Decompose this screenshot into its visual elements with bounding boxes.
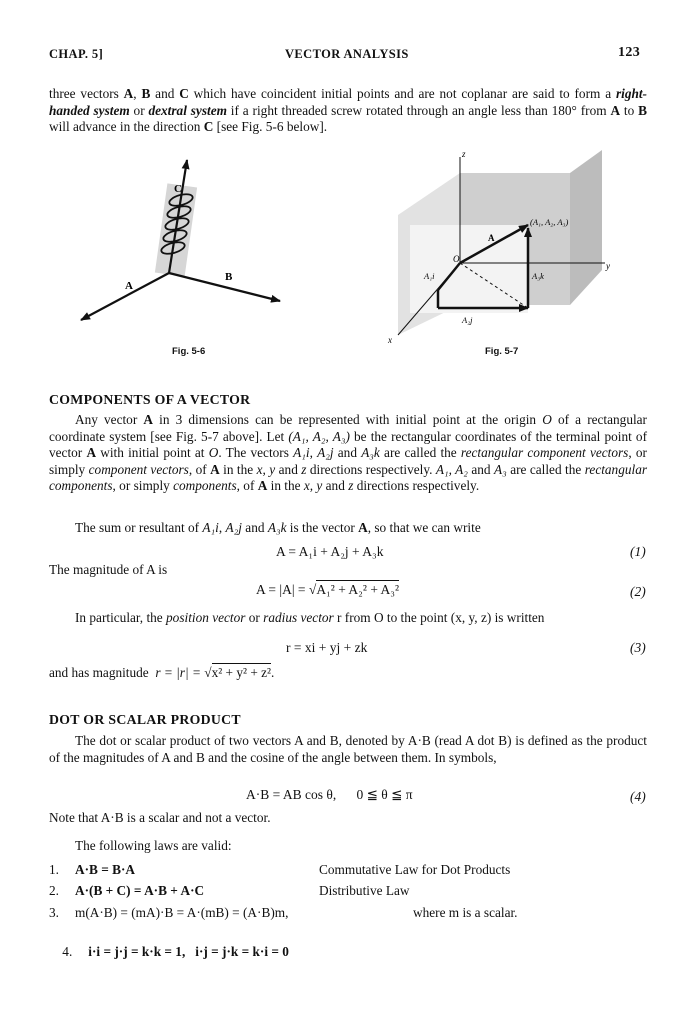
box-right-face [570, 150, 602, 305]
label-z: z [462, 149, 466, 159]
section-heading-components: COMPONENTS OF A VECTOR [49, 392, 251, 407]
section-heading-dot-product: DOT OR SCALAR PRODUCT [49, 712, 241, 727]
caption-fig-5-7: Fig. 5-7 [485, 346, 519, 357]
law-3: 3. m(A·B) = (mA)·B = A·(mB) = (A·B)m, [49, 905, 289, 920]
label-a3k: A₃k [532, 271, 544, 281]
magnitude-r-line: and has magnitude r = |r| = √x² + y² + z². [49, 665, 275, 680]
label-a: A [125, 280, 133, 292]
scalar-note: Note that A·B is a scalar and not a vector. [49, 810, 271, 825]
equation-3-number: (3) [630, 640, 646, 655]
running-title: VECTOR ANALYSIS [285, 47, 409, 61]
label-y: y [606, 261, 610, 271]
dot-product-paragraph: The dot or scalar product of two vectors A and B, denoted by A·B (read A dot B) is defined as the product of the magnitudes of A and B and the cosine of the angle between them. In symbols, [49, 733, 647, 765]
label-terminal-point: (A₁, A₂, A₃) [530, 217, 569, 227]
label-a1i: A₁i [424, 271, 435, 281]
figure-5-6 [75, 155, 295, 335]
equation-4: A·B = AB cos θ, 0 ≦ θ ≦ π [246, 787, 413, 802]
equation-2-number: (2) [630, 584, 646, 599]
law-2-description: Distributive Law [319, 883, 410, 898]
law-4: 4. i·i = j·j = k·k = 1, i·j = j·k = k·i = 0 [62, 943, 289, 959]
equation-4-number: (4) [630, 789, 646, 804]
equation-1-number: (1) [630, 544, 646, 559]
label-x: x [388, 335, 392, 345]
label-o: O [453, 254, 460, 264]
equation-2-radicand: A₁² + A₂² + A₃² [316, 582, 400, 597]
page-number: 123 [618, 45, 641, 60]
figure-5-7 [380, 145, 630, 345]
caption-fig-5-6: Fig. 5-6 [172, 346, 206, 357]
law-3-description: where m is a scalar. [413, 905, 518, 920]
law-1-description: Commutative Law for Dot Products [319, 862, 511, 877]
equation-1: A = A₁i + A₂j + A₃k [276, 544, 384, 559]
magnitude-text: The magnitude of A is [49, 562, 168, 577]
law-2: 2. A·(B + C) = A·B + A·C [49, 883, 205, 898]
label-a2j: A₂j [462, 315, 473, 325]
label-c: C [174, 183, 182, 195]
intro-paragraph: three vectors A, B and C which have coincident initial points and are not coplanar are said to form a right-handed system or dextral system if a right threaded screw rotated through an angle less than 180° from A to B will advance in the direction C [see Fig. 5-6 below]. [49, 86, 647, 135]
resultant-paragraph: The sum or resultant of A₁i, A₂j and A₃k is the vector A, so that we can write [75, 520, 481, 535]
components-paragraph: Any vector A in 3 dimensions can be represented with initial point at the origin O of a rectangular coordinate system [see Fig. 5-7 above]. Let (A₁, A₂, A₃) be the rectangular coordinates of the terminal point of vector A with initial point at O. The vectors A₁i, A₂j and A₃k are called the rectangular component vectors, or simply component vectors, of A in the x, y and z directions respectively. A₁, A₂ and A₃ are called the rectangular components, or simply components, of A in the x, y and z directions respectively. [49, 412, 648, 494]
chapter-label: CHAP. 5] [49, 47, 104, 61]
law-1: 1. A·B = B·A [49, 862, 136, 877]
laws-intro: The following laws are valid: [75, 838, 232, 853]
equation-3: r = xi + yj + zk [286, 640, 368, 655]
label-b: B [225, 271, 233, 283]
equation-2: A = |A| = √A₁² + A₂² + A₃² [256, 582, 400, 597]
position-vector-paragraph: In particular, the position vector or radius vector r from O to the point (x, y, z) is written [75, 610, 545, 625]
label-vector-a: A [488, 233, 495, 243]
magnitude-r-radicand: x² + y² + z² [211, 665, 272, 680]
